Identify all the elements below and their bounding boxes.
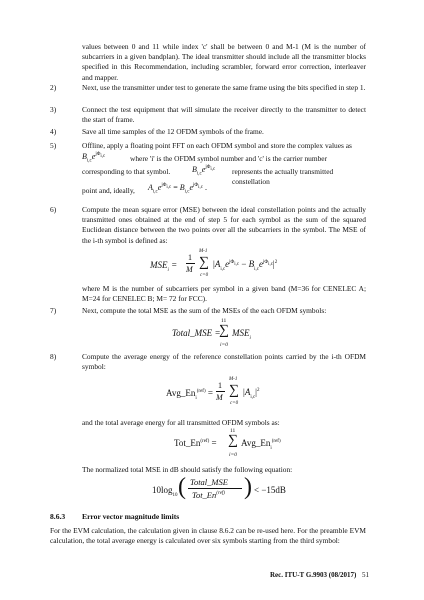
step-number: 5)	[50, 141, 57, 150]
limit-value: < −15dB	[254, 485, 286, 495]
ref-label: (ref)	[200, 439, 210, 444]
constellation-symbol: $B_{i,c}e^{j\Phi_{i,c}}$	[192, 165, 216, 177]
step-text: where 'i' is the OFDM symbol number and 'c' is the carrier number	[130, 154, 328, 163]
total-mse-equation: 11 Total_MSE = ∑ i=0 $MSE_i$	[172, 318, 251, 348]
avg-en-label: Avg_En	[241, 438, 271, 448]
step-text: Compute the mean square error (MSE) between the ideal constellation points and the actually transmitted ones obtained at the end of step 5 for each symbol as the sum of the squared Euclidean distance between the two points over all the subcarriers in the symbol. The MSE of the i-th symbol is defined as:	[82, 205, 366, 245]
constellation-symbol: $B_{i,c}e^{j\Phi_{i,c}}$	[82, 152, 106, 164]
tot-en-label: Tot_En	[192, 490, 217, 500]
step-text: Save all time samples of the 12 OFDM symbols of the frame.	[82, 127, 264, 136]
step-text: Next, use the transmitter under test to generate the same frame using the bits specified in step 1.	[82, 83, 366, 92]
avg-en-label: Avg_En	[166, 388, 196, 398]
total-mse-label: Total_MSE	[190, 477, 228, 487]
step-number: 7)	[50, 306, 57, 315]
sum-upper: M-1	[199, 249, 208, 254]
section-title: Error vector magnitude limits	[82, 512, 180, 521]
normalized-mse-inequality: $10\log_{10}$ ( Total_MSE $Tot\_En^{(ref)}$ ) < −15dB	[152, 474, 286, 500]
step-text: Connect the test equipment that will simulate the receiver directly to the transmitter to detect the start of frame.	[82, 105, 366, 125]
sum-upper: M-1	[229, 377, 238, 382]
step-number: 2)	[50, 83, 57, 92]
step-text: Compute the average energy of the reference constellation points carried by the i-th OFDM symbol:	[82, 352, 366, 372]
footer-rec: Rec. ITU-T G.9903 (08/2017)	[270, 571, 357, 579]
ideal-equality: $A_{i,c}e^{j\Phi_{i,c}} = B_{i,c}e^{j\Phi_{i,c}}$ .	[148, 183, 207, 195]
step-text: Next, compute the total MSE as the sum of the MSEs of the each OFDM symbols:	[82, 306, 327, 315]
mse-label: MSE	[150, 260, 168, 270]
section-paragraph: For the EVM calculation, the calculation given in clause 8.6.2 can be re-used here. For the preamble EVM calculation, the total average energy is calculated over six symbols starting from the third symbol:	[50, 526, 366, 546]
step-number: 4)	[50, 127, 57, 136]
ref-label: (ref)	[216, 491, 225, 497]
ten-log-label: 10log	[152, 485, 173, 495]
step-text: represents the actually transmitted constellation	[232, 167, 334, 187]
step-number: 8)	[50, 352, 57, 361]
total-mse-label: Total_MSE	[172, 328, 213, 338]
sum-lower: c=0	[230, 401, 239, 406]
step-text-after: where M is the number of subcarriers per symbol in a given band (M=36 for CENELEC A; M=24 for CENELEC B; M= 72 for FCC).	[82, 284, 366, 304]
total-energy-equation: 11 $Tot\_En^{(ref)}$ = ∑ i=0 $Avg\_En_i^{(ref)}$	[174, 428, 281, 458]
page-number: 51	[362, 571, 369, 579]
eq-sum-lower: i=0	[229, 452, 237, 458]
step-text-final: The normalized total MSE in dB should satisfy the following equation:	[82, 465, 293, 474]
intro-paragraph: values between 0 and 11 while index 'c' shall be between 0 and M-1 (M is the number of subcarriers in a given bandplan). The ideal transmitter should include all the transmitter blocks specified in this Recommendation, including scrambler, forward error correction, interleaver and mapper.	[82, 42, 366, 82]
mse-equation: $MSE_i$ = 1 M M-1 ∑ c=0 $|A_{i,c}e^{j\Phi_{i,c}} - B_{i,c}e^{j\Phi_{i,c}}|^2$	[150, 249, 278, 278]
tot-en-label: Tot_En	[174, 438, 201, 448]
step-text: Offline, apply a floating point FFT on each OFDM symbol and store the complex values as	[82, 141, 352, 150]
step-text: point and, ideally,	[82, 186, 135, 195]
avg-energy-equation: $Avg\_En_i^{(ref)}$ = 1 M M-1 ∑ c=0 $|A_{i,c}|^2$	[166, 377, 260, 406]
step-text: corresponding to that symbol.	[82, 167, 171, 176]
step-number: 6)	[50, 205, 57, 214]
ref-label: (ref)	[196, 389, 206, 394]
eq-sum-upper: 11	[221, 318, 227, 324]
eq-sum-lower: i=0	[220, 342, 228, 348]
step-number: 3)	[50, 105, 57, 114]
sum-lower: c=0	[200, 273, 209, 278]
step-text-after: and the total average energy for all transmitted OFDM symbols as:	[82, 418, 280, 427]
ref-label: (ref)	[271, 439, 281, 444]
section-number: 8.6.3	[50, 512, 66, 521]
eq-sum-upper: 11	[230, 428, 236, 434]
